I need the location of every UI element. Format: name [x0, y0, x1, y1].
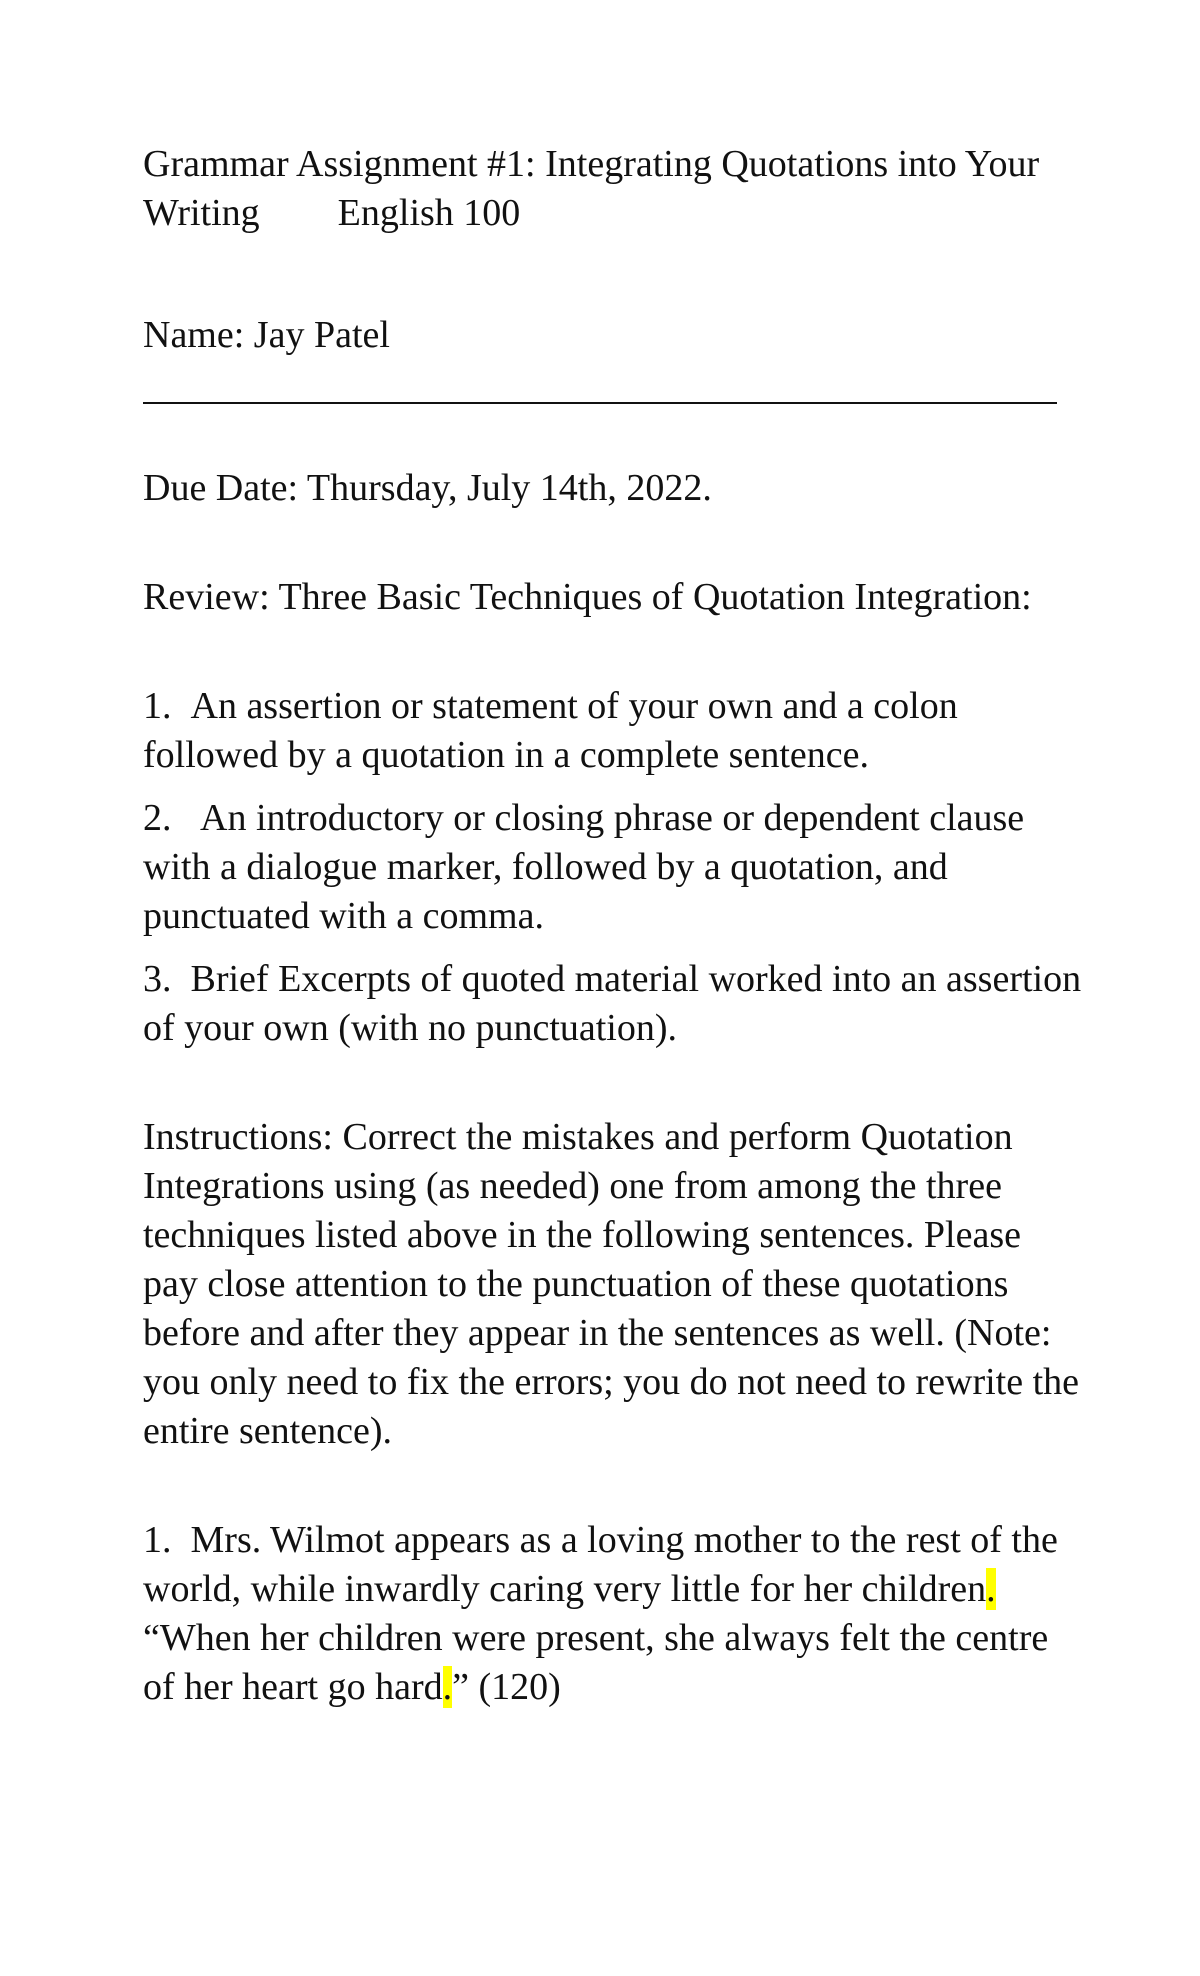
techniques-list: [143, 682, 1083, 1053]
list-item-text: An introductory or closing phrase or dependent clause with a dialogue marker, followed by a quotation, and punctuated with a comma.: [143, 797, 1025, 937]
exercise-sentence: [143, 1516, 1083, 1712]
highlighted-period: .: [442, 1666, 453, 1708]
assignment-title: [143, 140, 1083, 238]
list-item-number: 3.: [143, 958, 172, 1000]
list-item-number: 2.: [143, 797, 172, 839]
name-underline: [143, 402, 1057, 404]
exercise-text-part1: Mrs. Wilmot appears as a loving mother to the rest of the world, while inwardly caring very little for her children: [143, 1519, 1058, 1610]
document-page: [143, 140, 1083, 1712]
list-item-text: An assertion or statement of your own and a colon followed by a quotation in a complete sentence.: [143, 685, 958, 776]
instructions-paragraph: Instructions: Correct the mistakes and perform Quotation Integrations using (as needed) one from among the three techniques listed above in the following sentences. Please pay close attention to the punctuation of these quotations before and after they appear in the sentences as well. (Note: you only need to fix the errors; you do not need to rewrite the entire sentence).: [143, 1116, 1080, 1452]
list-item-number: 1.: [143, 685, 172, 727]
highlighted-period: .: [986, 1568, 996, 1610]
title-text: Grammar Assignment #1: Integrating Quotations into Your Writing: [143, 143, 1040, 234]
list-item: [143, 794, 1083, 941]
review-heading: Review: Three Basic Techniques of Quotation Integration:: [143, 576, 1032, 618]
list-item: [143, 682, 1083, 780]
student-name: Name: Jay Patel: [143, 314, 390, 356]
due-date: Due Date: Thursday, July 14th, 2022.: [143, 467, 712, 509]
course-name: English 100: [337, 192, 521, 234]
list-item: [143, 955, 1083, 1053]
exercise-text-part3: ” (120): [452, 1666, 561, 1708]
exercise-text-part2: “When her children were present, she always felt the centre of her heart go hard: [143, 1617, 1049, 1708]
exercise-number: 1.: [143, 1519, 172, 1561]
list-item-text: Brief Excerpts of quoted material worked into an assertion of your own (with no punctuation).: [143, 958, 1082, 1049]
